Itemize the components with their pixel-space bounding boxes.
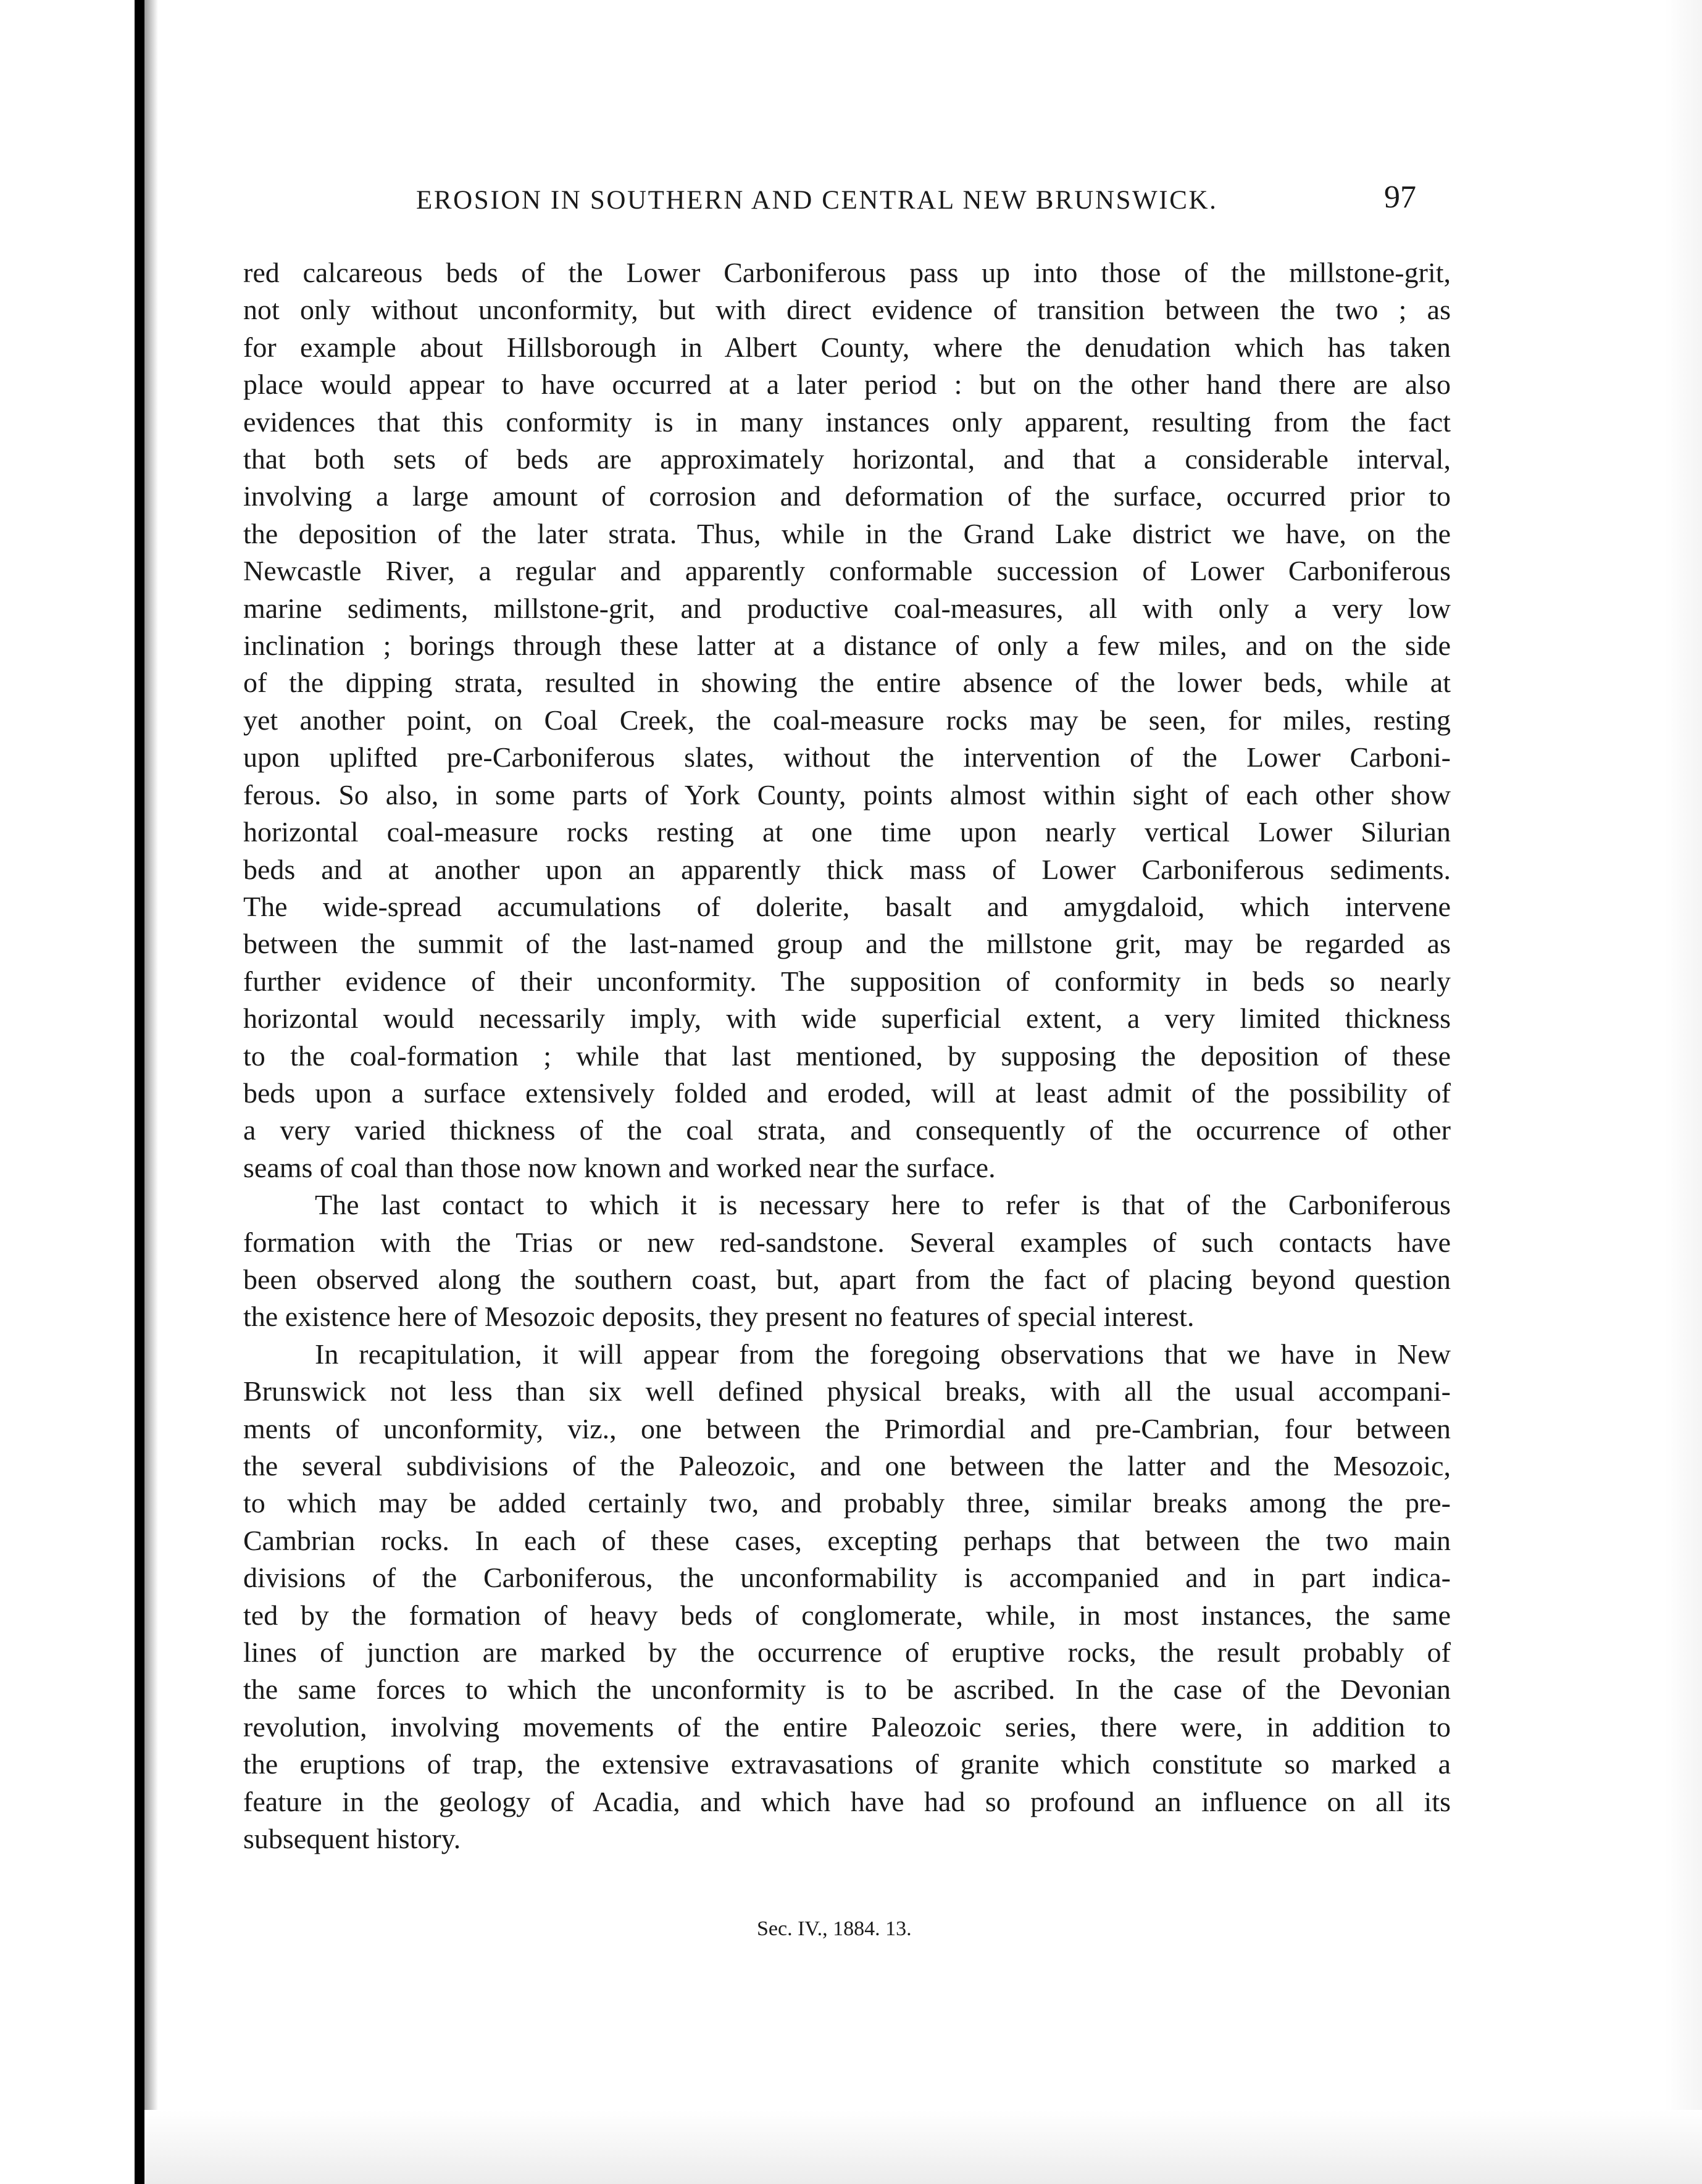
text-line: horizontal coal-measure rocks resting at one time upon nearly vertical Lower Silurian: [243, 816, 1451, 848]
text-line: ferous. So also, in some parts of York County, points almost within sight of each other show: [243, 778, 1451, 811]
page-header: [243, 179, 1451, 235]
text-line: between the summit of the last-named group and the millstone grit, may be regarded as: [243, 928, 1451, 960]
text-line: Brunswick not less than six well defined physical breaks, with all the usual accompani-: [243, 1375, 1451, 1407]
text-line: for example about Hillsborough in Albert County, where the denudation which has taken: [243, 331, 1451, 363]
facing-page: [0, 0, 135, 2184]
text-line: horizontal would necessarily imply, with wide superficial extent, a very limited thickness: [243, 1002, 1451, 1035]
signature-mark: Sec. IV., 1884. 13.: [757, 1917, 912, 1940]
gutter-shadow: [144, 0, 158, 2184]
running-head: EROSION IN SOUTHERN AND CENTRAL NEW BRUNSWICK.: [416, 186, 1218, 215]
text-line: that both sets of beds are approximately horizontal, and that a considerable interval,: [243, 443, 1451, 475]
text-line: the same forces to which the unconformity is to be ascribed. In the case of the Devonian: [243, 1673, 1451, 1706]
body-text: [243, 254, 1451, 1857]
page-number: 97: [1384, 180, 1416, 215]
paragraph: [243, 254, 1451, 1186]
paragraph: [243, 1336, 1451, 1858]
text-line: The wide-spread accumulations of dolerite, basalt and amygdaloid, which intervene: [243, 890, 1451, 922]
page-edge-shadow: [1665, 0, 1702, 2184]
text-line: seams of coal than those now known and worked near the surface.: [243, 1151, 996, 1183]
text-line: In recapitulation, it will appear from the foregoing observations that we have in New: [315, 1338, 1451, 1370]
page: [243, 179, 1451, 1857]
text-line: of the dipping strata, resulted in showing the entire absence of the lower beds, while at: [243, 667, 1451, 699]
text-line: ments of unconformity, viz., one between the Primordial and pre-Cambrian, four between: [243, 1412, 1451, 1444]
text-line: red calcareous beds of the Lower Carboniferous pass up into those of the millstone-grit,: [243, 257, 1451, 288]
text-line: the several subdivisions of the Paleozoic, and one between the latter and the Mesozoic,: [243, 1450, 1451, 1482]
text-line: feature in the geology of Acadia, and which have had so profound an influence on all its: [243, 1785, 1451, 1817]
text-line: beds and at another upon an apparently thick mass of Lower Carboniferous sediments.: [243, 853, 1451, 885]
text-line: The last contact to which it is necessary here to refer is that of the Carboniferous: [315, 1189, 1451, 1221]
text-line: a very varied thickness of the coal strata, and consequently of the occurrence of other: [243, 1114, 1451, 1146]
text-line: evidences that this conformity is in many instances only apparent, resulting from the fact: [243, 406, 1451, 438]
text-line: inclination ; borings through these latter at a distance of only a few miles, and on the side: [243, 630, 1451, 662]
text-line: place would appear to have occurred at a later period : but on the other hand there are also: [243, 369, 1451, 401]
text-line: lines of junction are marked by the occurrence of eruptive rocks, the result probably of: [243, 1636, 1451, 1669]
text-line: been observed along the southern coast, but, apart from the fact of placing beyond question: [243, 1263, 1451, 1295]
text-line: the deposition of the later strata. Thus, while in the Grand Lake district we have, on the: [243, 517, 1451, 549]
text-line: further evidence of their unconformity. The supposition of conformity in beds so nearly: [243, 965, 1451, 997]
text-line: Newcastle River, a regular and apparently conformable succession of Lower Carboniferous: [243, 555, 1451, 587]
book-gutter: [135, 0, 144, 2184]
text-line: formation with the Trias or new red-sandstone. Several examples of such contacts have: [243, 1226, 1451, 1258]
text-line: ted by the formation of heavy beds of conglomerate, while, in most instances, the same: [243, 1599, 1451, 1631]
text-line: divisions of the Carboniferous, the unconformability is accompanied and in part indica-: [243, 1562, 1451, 1594]
page-bottom-shadow: [144, 2110, 1702, 2184]
text-line: not only without unconformity, but with direct evidence of transition between the two ; as: [243, 294, 1451, 326]
text-line: subsequent history.: [243, 1823, 461, 1855]
text-line: upon uplifted pre-Carboniferous slates, without the intervention of the Lower Carboni-: [243, 741, 1451, 773]
text-line: yet another point, on Coal Creek, the coal-measure rocks may be seen, for miles, resting: [243, 704, 1451, 736]
text-line: revolution, involving movements of the entire Paleozoic series, there were, in addition to: [243, 1711, 1451, 1743]
text-line: marine sediments, millstone-grit, and productive coal-measures, all with only a very low: [243, 592, 1451, 624]
paragraph: [243, 1186, 1451, 1336]
text-line: the existence here of Mesozoic deposits, they present no features of special interest.: [243, 1301, 1195, 1333]
text-line: the eruptions of trap, the extensive extravasations of granite which constitute so marked a: [243, 1748, 1451, 1780]
text-line: beds upon a surface extensively folded and eroded, will at least admit of the possibility of: [243, 1077, 1451, 1109]
text-line: to the coal-formation ; while that last mentioned, by supposing the deposition of these: [243, 1040, 1451, 1072]
text-line: involving a large amount of corrosion and deformation of the surface, occurred prior to: [243, 480, 1451, 512]
text-line: to which may be added certainly two, and probably three, similar breaks among the pre-: [243, 1487, 1451, 1519]
text-line: Cambrian rocks. In each of these cases, excepting perhaps that between the two main: [243, 1524, 1451, 1556]
